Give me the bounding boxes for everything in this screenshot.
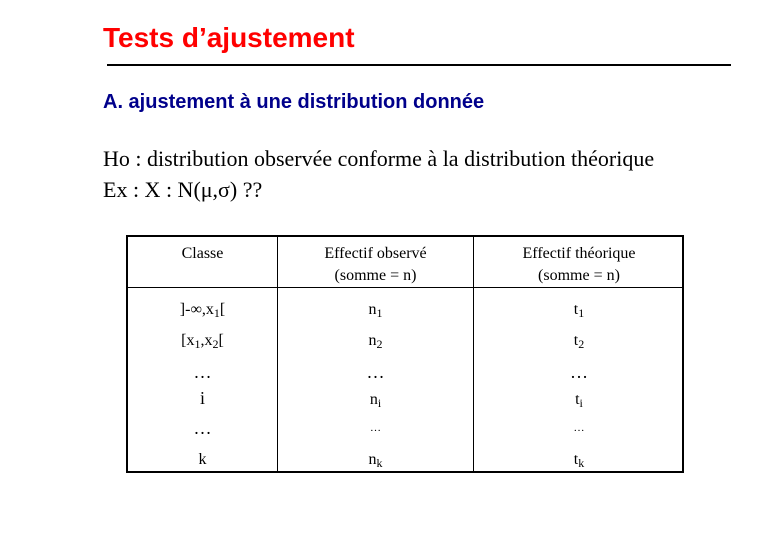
row-observed: $n_k$ [368,451,383,470]
header-observed: Effectif observé [324,245,427,262]
header-classe: Classe [181,245,224,262]
hypothesis-text: Ho : distribution observée conforme à la distribution théorique [103,146,655,171]
fit-table [126,235,684,473]
row-theoretical: $t_i$ [575,391,583,410]
row-classe: [$x_1,x_2$[ [181,332,224,351]
row-theoretical: $t_2$ [573,332,585,351]
ellipsis: … [573,422,585,434]
row-classe: ]$-\infty,x_1$[ [179,301,226,320]
row-observed: $n_i$ [369,391,382,410]
row-observed: $n_2$ [368,332,383,351]
ellipsis: … [193,418,212,438]
ellipsis: … [366,362,385,382]
title-underline [107,64,731,66]
header-theoretical: Effectif théorique [522,245,636,262]
header-theoretical-sum: (somme = n) [538,267,620,284]
header-observed-sum: (somme = n) [334,267,417,284]
ellipsis: … [370,422,381,434]
header-divider [128,287,682,288]
ellipsis: … [193,362,212,382]
row-theoretical: $t_k$ [573,451,585,470]
row-theoretical: $t_1$ [573,301,585,320]
row-observed: $n_1$ [368,301,383,320]
example-text: Ex : X : N(μ,σ) ?? [103,177,263,202]
ellipsis: … [570,362,588,382]
slide-title: Tests d’ajustement [103,22,355,53]
row-classe: i [199,388,205,408]
row-classe: k [198,451,207,468]
section-subtitle: A. ajustement à une distribution donnée [103,91,485,113]
